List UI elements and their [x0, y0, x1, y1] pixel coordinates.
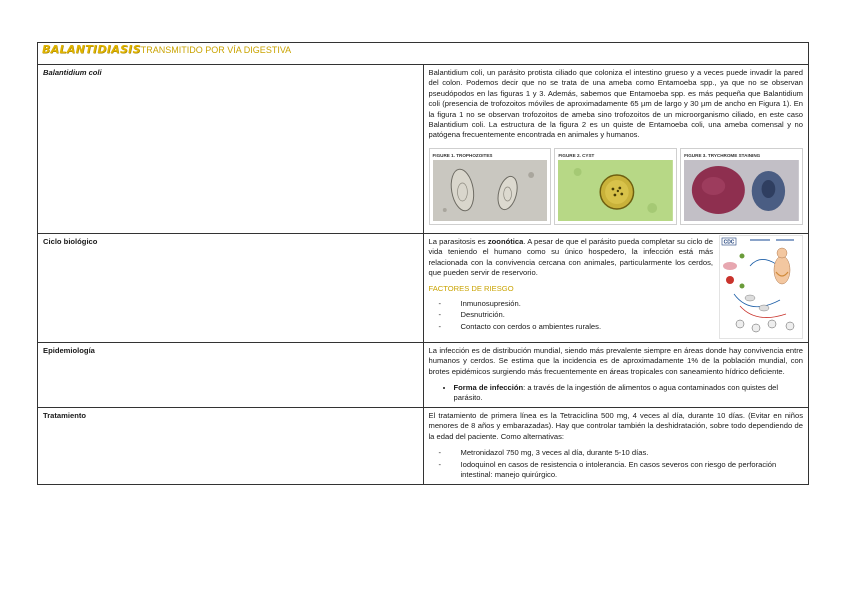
- zoonotica-emphasis: zoonótica: [487, 236, 524, 246]
- list-item: [454, 383, 804, 404]
- label-ciclo: Ciclo biológico: [38, 233, 424, 342]
- tratamiento-description: El tratamiento de primera línea es la Tetraciclina 500 mg, 4 veces al día, durante 10 días. (Evitar en niños menores de 8 años y embarazadas). Hay que controlar también la deshidratación, sobre todo dependiendo de la edad del paciente. Como alternativas:: [428, 410, 803, 441]
- infection-form-label: Forma de infección: [453, 383, 524, 393]
- alternatives-list: [429, 448, 804, 480]
- trophozoites-micrograph: [433, 160, 548, 221]
- risk-factors-title: FACTORES DE RIESGO: [428, 284, 514, 294]
- list-item: - Contacto con cerdos o ambientes rurales.: [439, 322, 714, 332]
- row-tratamiento: [38, 407, 809, 484]
- row-balantidium: [38, 65, 809, 234]
- cdc-life-cycle-diagram: [719, 235, 803, 339]
- figure-caption: FIGURE 3. TRYCHROME STAINING: [684, 152, 761, 158]
- figure-caption: FIGURE 2. CYST: [558, 152, 595, 158]
- infection-form-list: [429, 383, 804, 404]
- list-item: - Inmunosupresión.: [439, 299, 714, 309]
- figure-trophozoites: [429, 148, 552, 225]
- epidemiologia-description: La infección es de distribución mundial, siendo más prevalente siempre en áreas donde hay convivencia entre humanos y cerdos. Se estima que la incidencia es de aproximadamente 1% de la población mundial, con brotes epidémicos surgiendo más frecuentemente en áreas tropicales con saneamiento hídrico deficiente.: [428, 345, 803, 376]
- label-tratamiento: Tratamiento: [38, 407, 424, 484]
- content-tratamiento: [423, 407, 809, 484]
- label-epidemiologia: Epidemiología: [38, 342, 424, 407]
- list-item: - Metronidazol 750 mg, 3 veces al día, durante 5-10 días.: [439, 448, 804, 458]
- infection-form-text: : a través de la ingestión de alimentos o agua contaminados con quistes del parásito.: [453, 383, 779, 403]
- cyst-micrograph: [558, 160, 673, 221]
- figure-cyst: [554, 148, 677, 225]
- title-cell: [38, 43, 809, 65]
- label-balantidium: Balantidium coli: [38, 65, 424, 234]
- figure-trichrome: [680, 148, 803, 225]
- risk-factor-list: [429, 299, 714, 332]
- content-ciclo: [423, 233, 809, 342]
- row-ciclo: [38, 233, 809, 342]
- balantidium-description: Balantidium coli, un parásito protista ciliado que coloniza el intestino grueso y a veces puede invadir la pared del colon. Podemos decir que no se trata de una ameba como Entamoeba spp., ya que no se observan pseudópodos en las figuras 1 y 3. Además, sabemos que Entamoeba spp. es más pequeña que Balantidium coli (presencia de trofozoitos móviles de aproximadamente 65 µm de largo y 30 µm de ancho en Figura 1). En la figura 1 no se observan trofozoitos de ameba sino trofozoitos de un microorganismo ciliado, en este caso Balantidium coli. La estructura de la figura 2 es un quiste de Entamoeba coli, una ameba comensal y no patógena frecuentemente encontrada en animales y humanos.: [428, 68, 803, 140]
- list-item: - Desnutrición.: [439, 310, 714, 320]
- list-item: - Iodoquinol en casos de resistencia o intolerancia. En casos severos con riesgo de perforación intestinal: manejo quirúrgico.: [439, 460, 804, 481]
- trichrome-micrograph: [684, 160, 799, 221]
- ciclo-description: La parasitosis es zoonótica. A pesar de que el parásito pueda completar su ciclo de vida teniendo el humano como su único hospedero, la infección está más relacionada con la convivencia cercana con animales, particularmente los cerdos, que pueden servir de reservorio.: [428, 236, 714, 278]
- content-balantidium: [423, 65, 809, 234]
- row-epidemiologia: [38, 342, 809, 407]
- figure-strip: [429, 148, 804, 225]
- balantidiasis-table: [37, 42, 809, 485]
- cdc-logo: CDC: [723, 239, 735, 246]
- document-title: BALANTIDIASIS: [42, 43, 141, 56]
- figure-caption: FIGURE 1. TROPHOZOITES: [432, 152, 493, 158]
- document-subtitle: TRANSMITIDO POR VÍA DIGESTIVA: [140, 45, 292, 55]
- content-epidemiologia: [423, 342, 809, 407]
